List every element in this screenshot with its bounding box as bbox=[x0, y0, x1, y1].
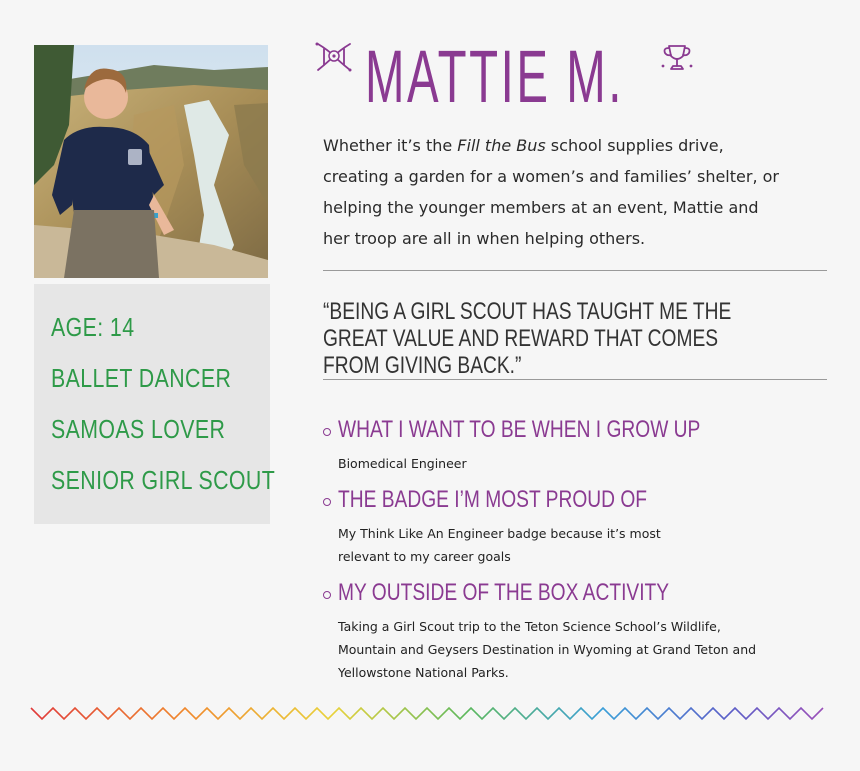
item-body: My Think Like An Engineer badge because it’s most relevant to my career goals bbox=[338, 526, 661, 564]
title-block bbox=[310, 30, 710, 120]
profile-photo bbox=[34, 45, 268, 278]
facts-panel bbox=[34, 284, 276, 524]
divider-top bbox=[323, 270, 827, 271]
trophy-icon bbox=[660, 42, 694, 74]
item-heading: THE BADGE I’M MOST PROUD OF bbox=[338, 486, 647, 513]
divider-bottom bbox=[323, 379, 827, 380]
bullet-icon bbox=[323, 428, 331, 436]
intro-emphasis: Fill the Bus bbox=[457, 136, 546, 155]
intro-paragraph: Whether it’s the Fill the Bus school supplies drive, creating a garden for a women’s and families’ shelter, or helping the younger members at an event, Mattie and her troop are all in when helping others. bbox=[323, 136, 779, 248]
item-heading: WHAT I WANT TO BE WHEN I GROW UP bbox=[338, 416, 701, 443]
quote: “BEING A GIRL SCOUT HAS TAUGHT ME THE GREAT VALUE AND REWARD THAT COMES FROM GIVING BACK.” bbox=[323, 298, 732, 379]
fact-age: AGE: 14 bbox=[51, 312, 135, 342]
fact-girl-scout: SENIOR GIRL SCOUT bbox=[51, 465, 276, 495]
rainbow-zigzag-divider bbox=[30, 704, 830, 724]
fact-ballet: BALLET DANCER bbox=[51, 363, 232, 393]
bullet-icon bbox=[323, 591, 331, 599]
dna-icon bbox=[314, 40, 354, 76]
page-title: MATTIE M. bbox=[365, 35, 624, 118]
item-body: Biomedical Engineer bbox=[338, 456, 467, 471]
item-heading: MY OUTSIDE OF THE BOX ACTIVITY bbox=[338, 579, 670, 606]
item-body: Taking a Girl Scout trip to the Teton Science School’s Wildlife, Mountain and Geysers Destination in Wyoming at Grand Teton and Yellowstone National Parks. bbox=[338, 619, 757, 680]
fact-samoas: SAMOAS LOVER bbox=[51, 414, 226, 444]
bullet-icon bbox=[323, 498, 331, 506]
